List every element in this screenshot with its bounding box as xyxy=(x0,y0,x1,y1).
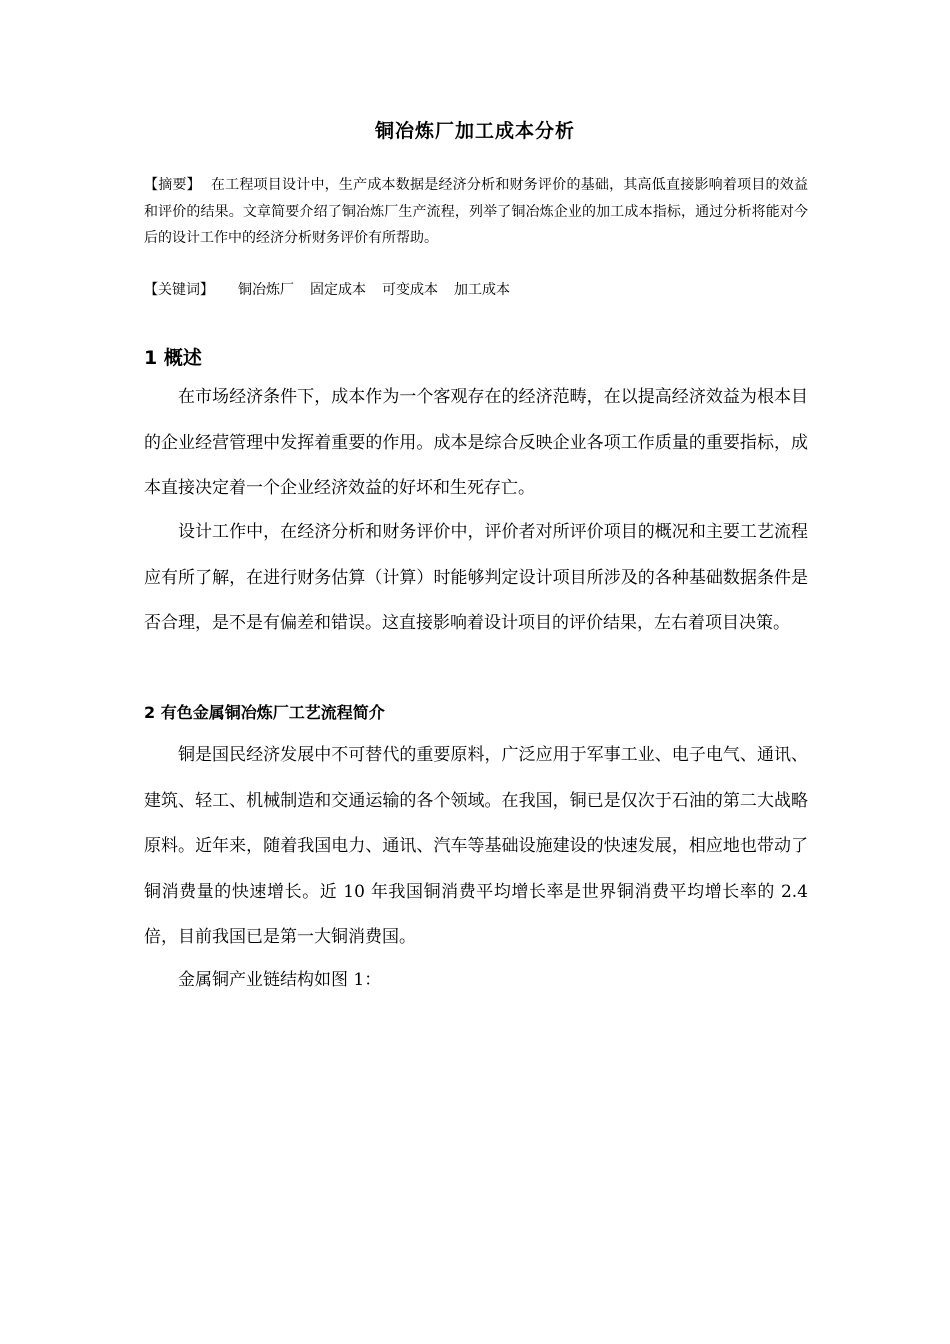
keyword: 铜冶炼厂 xyxy=(238,282,294,298)
abstract xyxy=(144,172,808,252)
paragraph: 设计工作中，在经济分析和财务评价中，评价者对所评价项目的概况和主要工艺流程应有所了解，在进行财务估算（计算）时能够判定设计项目所涉及的各种基础数据条件是否合理，是不是有偏差和错误。这直接影响着设计项目的评价结果，左右着项目决策。 xyxy=(144,522,808,633)
keywords-label: 【关键词】 xyxy=(144,282,214,298)
abstract-label: 【摘要】 xyxy=(144,177,201,193)
document-title: 铜冶炼厂加工成本分析 xyxy=(374,120,575,142)
keyword: 加工成本 xyxy=(454,282,510,298)
keywords xyxy=(144,279,526,301)
paragraph: 金属铜产业链结构如图 1： xyxy=(178,970,382,990)
paragraph: 铜是国民经济发展中不可替代的重要原料，广泛应用于军事工业、电子电气、通讯、建筑、轻工、机械制造和交通运输的各个领域。在我国，铜已是仅次于石油的第二大战略原料。近年来，随着我国电力、通讯、汽车等基础设施建设的快速发展，相应地也带动了铜消费量的快速增长。近 10 年我国铜消费平均增长率是世界铜消费平均增长率的 2.4 倍，目前我国已是第一大铜消费国。 xyxy=(144,745,808,947)
abstract-text: 在工程项目设计中，生产成本数据是经济分析和财务评价的基础，其高低直接影响着项目的效益和评价的结果。文章简要介绍了铜冶炼厂生产流程，列举了铜冶炼企业的加工成本指标，通过分析将能对今后的设计工作中的经济分析财务评价有所帮助。 xyxy=(144,177,808,246)
section-heading-process: 2 有色金属铜冶炼厂工艺流程简介 xyxy=(144,703,385,722)
paragraph: 在市场经济条件下，成本作为一个客观存在的经济范畴，在以提高经济效益为根本目的企业经营管理中发挥着重要的作用。成本是综合反映企业各项工作质量的重要指标，成本直接决定着一个企业经济效益的好坏和生死存亡。 xyxy=(144,387,808,498)
keyword: 可变成本 xyxy=(382,282,438,298)
keyword: 固定成本 xyxy=(310,282,366,298)
section-heading-overview: 1 概述 xyxy=(144,347,202,369)
